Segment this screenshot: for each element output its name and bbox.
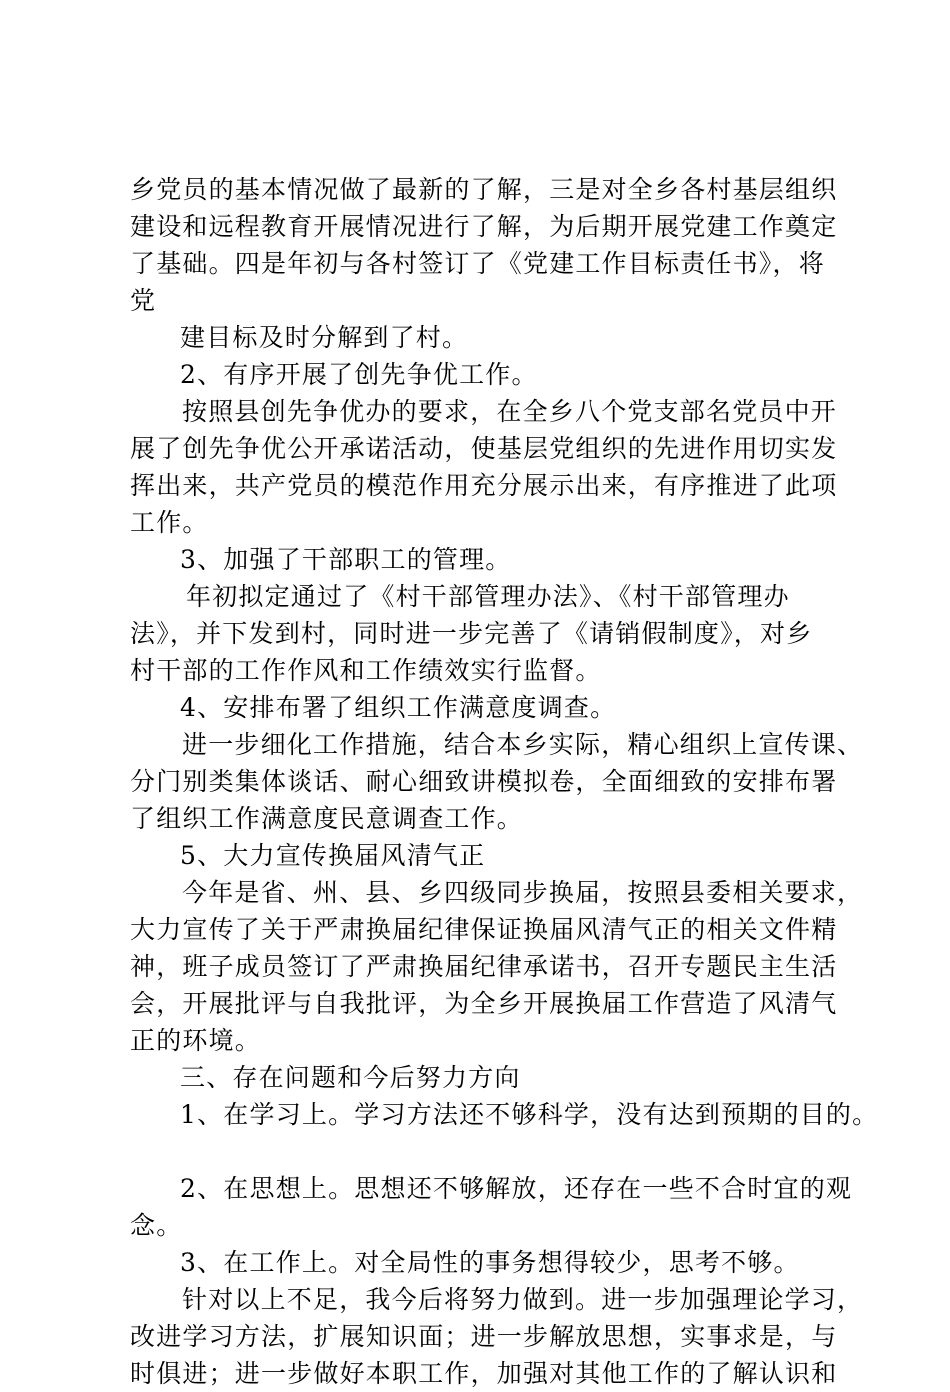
text-line: 按照县创先争优办的要求，在全乡八个党支部名党员中开 (182, 397, 838, 426)
text-line: 念。 (130, 1211, 183, 1240)
text-line: 会，开展批评与自我批评，为全乡开展换届工作营造了风清气 (130, 989, 838, 1018)
text-line: 今年是省、州、县、乡四级同步换届，按照县委相关要求， (182, 878, 864, 907)
text-line: 1、在学习上。学习方法还不够科学，没有达到预期的目的。 (180, 1100, 879, 1129)
text-line: 了基础。四是年初与各村签订了《党建工作目标责任书》，将 (130, 249, 825, 278)
text-line: 进一步细化工作措施，结合本乡实际，精心组织上宣传课、 (182, 730, 864, 759)
text-line: 2、在思想上。思想还不够解放，还存在一些不合时宜的观 (180, 1174, 853, 1203)
section-heading: 4、安排布署了组织工作满意度调查。 (180, 693, 617, 722)
text-line: 了组织工作满意度民意调查工作。 (130, 804, 524, 833)
text-line: 大力宣传了关于严肃换届纪律保证换届风清气正的相关文件精 (130, 915, 838, 944)
text-line: 工作。 (130, 508, 209, 537)
text-line: 分门别类集体谈话、耐心细致讲模拟卷，全面细致的安排布署 (130, 767, 838, 796)
text-line: 改进学习方法，扩展知识面；进一步解放思想，实事求是，与 (130, 1322, 838, 1351)
text-line: 针对以上不足，我今后将努力做到。进一步加强理论学习， (182, 1285, 864, 1314)
text-line: 党 (130, 286, 157, 315)
text-line: 挥出来，共产党员的模范作用充分展示出来，有序推进了此项 (130, 471, 838, 500)
section-heading: 3、加强了干部职工的管理。 (180, 545, 512, 574)
text-line: 村干部的工作作风和工作绩效实行监督。 (130, 656, 602, 685)
text-line: 建目标及时分解到了村。 (180, 323, 469, 352)
text-line: 年初拟定通过了《村干部管理办法》、《村干部管理办 (186, 582, 790, 611)
text-line: 正的环境。 (130, 1026, 262, 1055)
text-line: 时俱进；进一步做好本职工作，加强对其他工作的了解认识和 (130, 1359, 838, 1388)
document-page (130, 171, 879, 1392)
text-line: 乡党员的基本情况做了最新的了解，三是对全乡各村基层组织 (130, 175, 838, 204)
text-line: 建设和远程教育开展情况进行了解，为后期开展党建工作奠定 (130, 212, 838, 241)
section-heading: 2、有序开展了创先争优工作。 (180, 360, 538, 389)
section-heading: 三、存在问题和今后努力方向 (180, 1063, 521, 1092)
text-line: 法》，并下发到村，同时进一步完善了《请销假制度》，对乡 (130, 619, 813, 648)
text-line: 展了创先争优公开承诺活动，使基层党组织的先进作用切实发 (130, 434, 838, 463)
text-line: 神，班子成员签订了严肃换届纪律承诺书，召开专题民主生活 (130, 952, 838, 981)
text-line: 3、在工作上。对全局性的事务想得较少，思考不够。 (180, 1248, 800, 1277)
blank-line (130, 1133, 850, 1170)
section-heading: 5、大力宣传换届风清气正 (180, 841, 486, 870)
